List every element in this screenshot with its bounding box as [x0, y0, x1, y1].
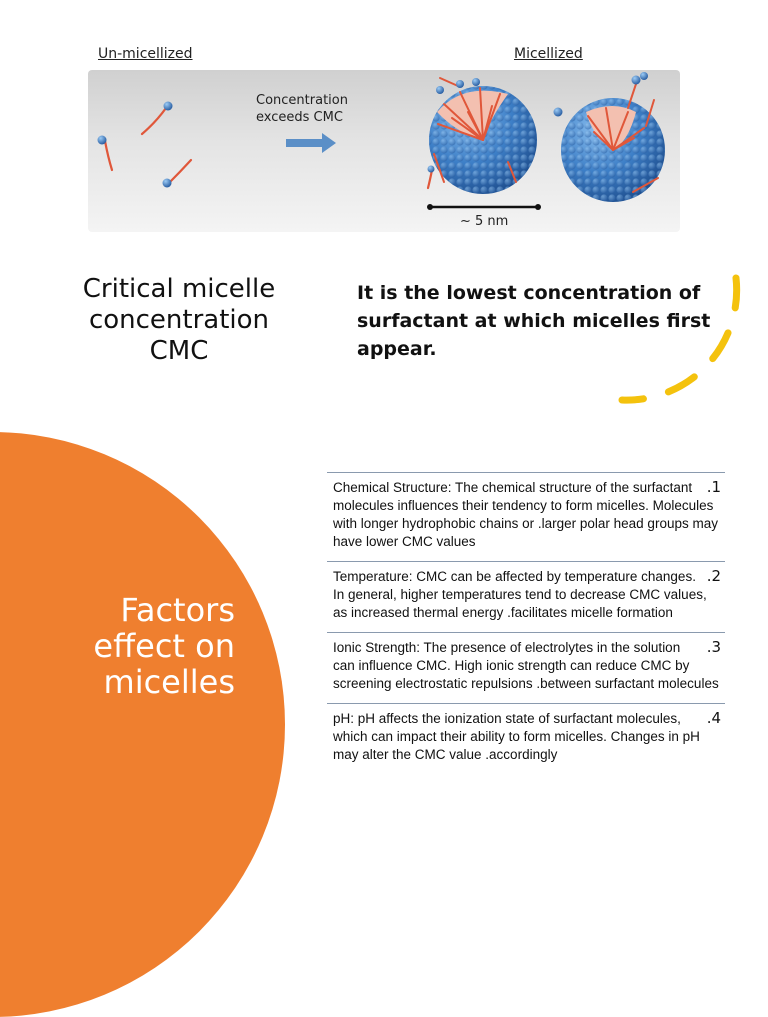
cmc-title-line: Critical micelle: [82, 274, 276, 304]
cmc-title-line: concentration: [88, 305, 270, 335]
micelle-drawing: [88, 42, 680, 232]
surfactant-head: [163, 179, 172, 188]
list-item-text: Chemical Structure: The chemical structure of the surfactant molecules influences their tendency to form micelles. Molecules with longer hydrophobic chains or .larger polar head groups may have lower CMC values: [333, 480, 718, 549]
micellized-label: Micellized: [514, 46, 583, 62]
list-item-number: .1: [706, 478, 721, 496]
list-item-number: .3: [706, 638, 721, 656]
list-item: [327, 472, 725, 561]
micelle-sphere: [554, 72, 666, 202]
surfactant-head: [164, 102, 173, 111]
cmc-title: [48, 274, 310, 367]
list-item-text: pH: pH affects the ionization state of surfactant molecules, which can impact their ability to form micelles. Changes in pH may alter the CMC value .accordingly: [333, 711, 700, 762]
list-item: [327, 632, 725, 703]
dashed-arc-decoration: [590, 268, 750, 408]
right-arrow-icon: [286, 133, 336, 153]
surfactant-head: [428, 166, 435, 173]
list-item-number: .2: [706, 567, 721, 585]
concentration-label: Concentration exceeds CMC: [256, 93, 348, 125]
micelle-sphere: [429, 78, 537, 194]
list-item-number: .4: [706, 709, 721, 727]
scale-label: ~ 5 nm: [460, 214, 509, 229]
cmc-definition: It is the lowest concentration of surfactant at which micelles first appear.: [357, 282, 711, 360]
factors-list: [327, 472, 725, 774]
cmc-title-line: CMC: [149, 336, 209, 366]
factors-title: Factors effect on micelles: [93, 591, 235, 701]
list-item: [327, 703, 725, 774]
surfactant-head: [98, 136, 107, 145]
un-micellized-label: Un-micellized: [98, 46, 193, 62]
orange-circle-background: [0, 432, 285, 1017]
list-item: [327, 561, 725, 632]
list-item-text: Temperature: CMC can be affected by temperature changes. In general, higher temperatures tend to decrease CMC values, as increased thermal energy .facilitates micelle formation: [333, 569, 707, 620]
list-item-text: Ionic Strength: The presence of electrolytes in the solution can influence CMC. High ionic strength can reduce CMC by screening electrostatic repulsions .between surfactant molecules: [333, 640, 719, 691]
micelle-illustration: [88, 42, 680, 232]
